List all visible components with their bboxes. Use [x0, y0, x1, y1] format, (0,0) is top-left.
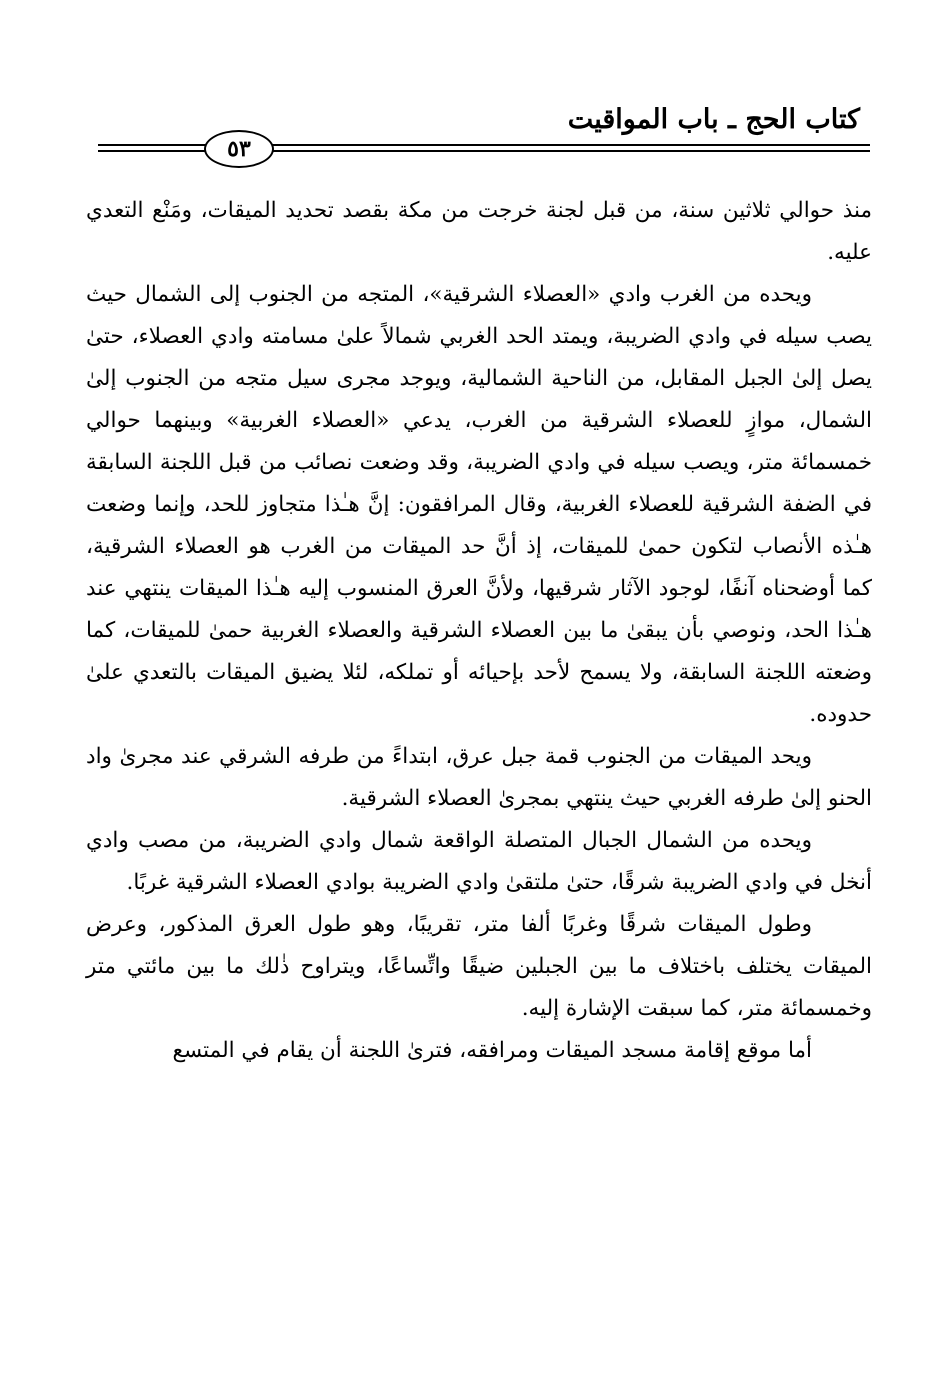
page-number: ٥٣: [204, 130, 274, 168]
paragraph-north-boundary: ويحده من الشمال الجبال المتصلة الواقعة شمال وادي الضريبة، من مصب وادي أنخل في وادي الضريبة شرقًا، حتىٰ ملتقىٰ وادي الضريبة بوادي العصلاء الشرقية غربًا.: [86, 828, 872, 895]
body-text: [86, 190, 872, 1072]
header-rule-left-bottom: [98, 150, 206, 152]
page-header: [90, 96, 870, 166]
paragraph-continuation: منذ حوالي ثلاثين سنة، من قبل لجنة خرجت من مكة بقصد تحديد الميقات، ومَنْع التعدي عليه.: [86, 198, 872, 265]
paragraph-south-boundary: ويحد الميقات من الجنوب قمة جبل عرق، ابتداءً من طرفه الشرقي عند مجرىٰ واد الحنو إلىٰ طرفه الغربي حيث ينتهي بمجرىٰ العصلاء الشرقية.: [86, 744, 872, 811]
running-title: كتاب الحج ـ باب المواقيت: [567, 104, 860, 135]
paragraph-west-boundary: ويحده من الغرب وادي «العصلاء الشرقية»، المتجه من الجنوب إلى الشمال حيث يصب سيله في وادي الضريبة، ويمتد الحد الغربي شمالاً علىٰ مسامته وادي العصلاء، حتىٰ يصل إلىٰ الجبل المقابل، من الناحية الشمالية، ويوجد مجرى سيل متجه من الجنوب إلىٰ الشمال، موازٍ للعصلاء الشرقية من الغرب، يدعي «العصلاء الغربية» وبينهما حوالي خمسمائة متر، ويصب سيله في وادي الضريبة، وقد وضعت نصائب من قبل اللجنة السابقة في الضفة الشرقية للعصلاء الغربية، وقال المرافقون: إنَّ هـٰذا متجاوز للحد، وإنما وضعت هـٰذه الأنصاب لتكون حمىٰ للميقات، إذ أنَّ حد الميقات من الغرب هو العصلاء الشرقية، كما أوضحناه آنفًا، لوجود الآثار شرقيها، ولأنَّ العرق المنسوب إليه هـٰذا الميقات ينتهي عند هـٰذا الحد، ونوصي بأن يبقىٰ ما بين العصلاء الشرقية والعصلاء الغربية حمىٰ للميقات، كما وضعته اللجنة السابقة، ولا يسمح لأحد بإحيائه أو تملكه، لئلا يضيق الميقات بالتعدي علىٰ حدوده.: [86, 282, 872, 727]
header-rule-left-top: [98, 144, 206, 146]
header-rule-right-top: [270, 144, 870, 146]
paragraph-mosque-location: أما موقع إقامة مسجد الميقات ومرافقه، فترىٰ اللجنة أن يقام في المتسع: [172, 1038, 812, 1063]
paragraph-dimensions: وطول الميقات شرقًا وغربًا ألفا متر، تقريبًا، وهو طول العرق المذكور، وعرض الميقات يختلف باختلاف ما بين الجبلين ضيقًا واتِّساعًا، ويتراوح ذٰلك ما بين مائتي متر وخمسمائة متر، كما سبقت الإشارة إليه.: [86, 912, 872, 1021]
header-rule-right-bottom: [270, 150, 870, 152]
